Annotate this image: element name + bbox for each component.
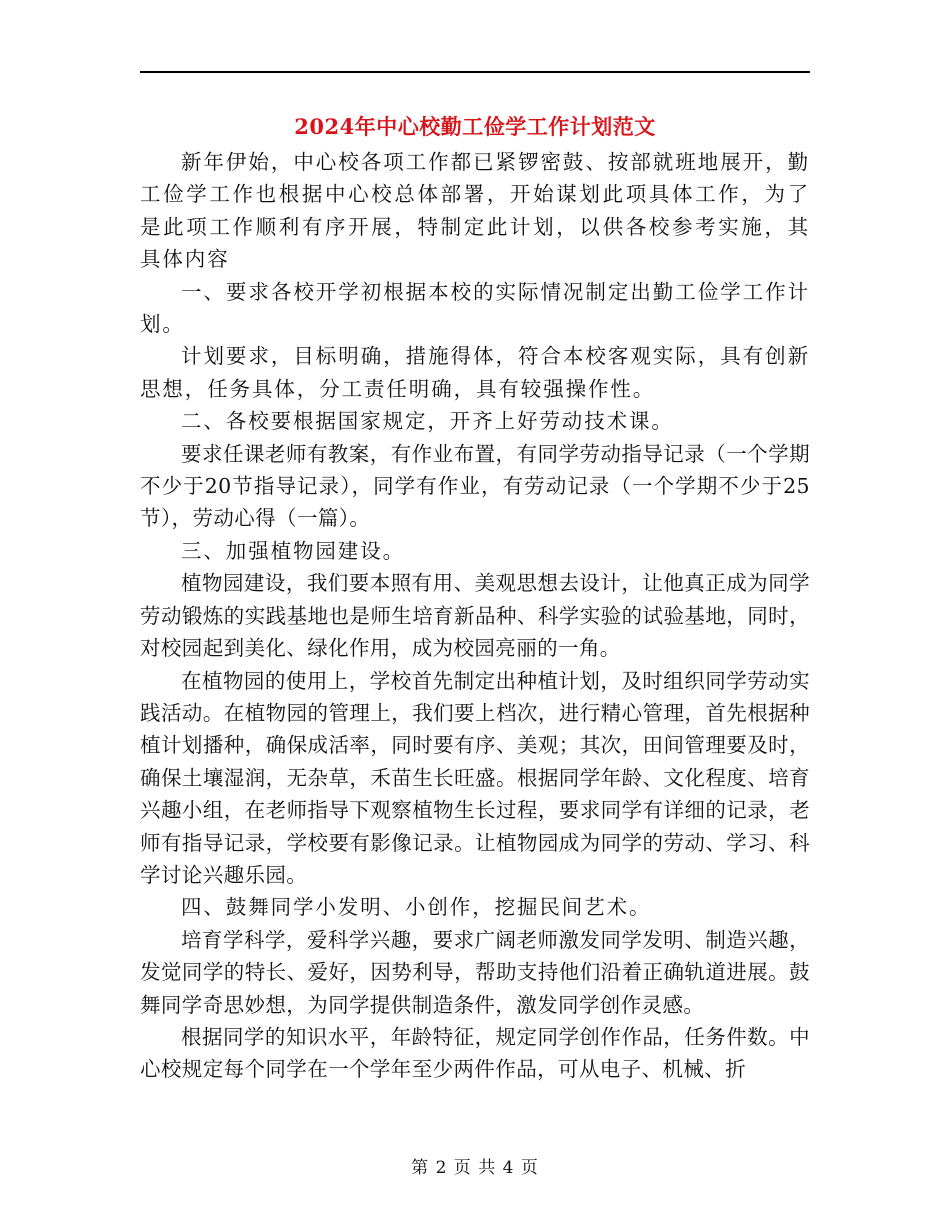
paragraph-labor-course: 要求任课老师有教案，有作业布置，有同学劳动指导记录（一个学期不少于20节指导记录），同学有作业，有劳动记录（一个学期不少于25节），劳动心得（一篇）。	[140, 441, 810, 531]
header-rule	[140, 71, 810, 73]
section-heading-2: 二、各校要根据国家规定，开齐上好劳动技术课。	[181, 409, 674, 434]
paragraph-garden-construction: 植物园建设，我们要本照有用、美观思想去设计，让他真正成为同学劳动锻炼的实践基地也是师生培育新品种、科学实验的试验基地，同时，对校园起到美化、绿化作用，成为校园亮丽的一角。	[140, 571, 810, 661]
paragraph-garden-use: 在植物园的使用上，学校首先制定出种植计划，及时组织同学劳动实践活动。在植物园的管理上，我们要上档次，进行精心管理，首先根据种植计划播种，确保成活率，同时要有序、美观；其次，田间管理要及时，确保土壤湿润，无杂草，禾苗生长旺盛。根据同学年龄、文化程度、培育兴趣小组，在老师指导下观察植物生长过程，要求同学有详细的记录，老师有指导记录，学校要有影像记录。让植物园成为同学的劳动、学习、科学讨论兴趣乐园。	[140, 668, 810, 887]
section-heading-1: 一、要求各校开学初根据本校的实际情况制定出勤工俭学工作计划。	[140, 279, 810, 337]
paragraph-intro: 新年伊始，中心校各项工作都已紧锣密鼓、按部就班地展开，勤工俭学工作也根据中心校总体部署，开始谋划此项具体工作，为了是此项工作顺利有序开展，特制定此计划，以供各校参考实施，其具体内容	[140, 150, 810, 272]
paragraph-plan-requirements: 计划要求，目标明确，措施得体，符合本校客观实际，具有创新思想，任务具体，分工责任明确，具有较强操作性。	[140, 344, 810, 401]
page-number: 第 2 页 共 4 页	[411, 1158, 539, 1178]
paragraph-creation-tasks: 根据同学的知识水平，年龄特征，规定同学创作作品，任务件数。中心校规定每个同学在一个学年至少两件作品，可从电子、机械、折	[140, 1024, 810, 1082]
paragraph-science-interest: 培育学科学，爱科学兴趣，要求广阔老师激发同学发明、制造兴趣，发觉同学的特长、爱好，因势利导，帮助支持他们沿着正确轨道进展。鼓舞同学奇思妙想，为同学提供制造条件，激发同学创作灵感。	[140, 927, 810, 1017]
section-heading-3: 三、加强植物园建设。	[181, 538, 405, 563]
document-body	[140, 146, 810, 1086]
document-title: 2024年中心校勤工俭学工作计划范文	[294, 114, 656, 139]
section-heading-4: 四、鼓舞同学小发明、小创作，挖掘民间艺术。	[181, 895, 652, 920]
